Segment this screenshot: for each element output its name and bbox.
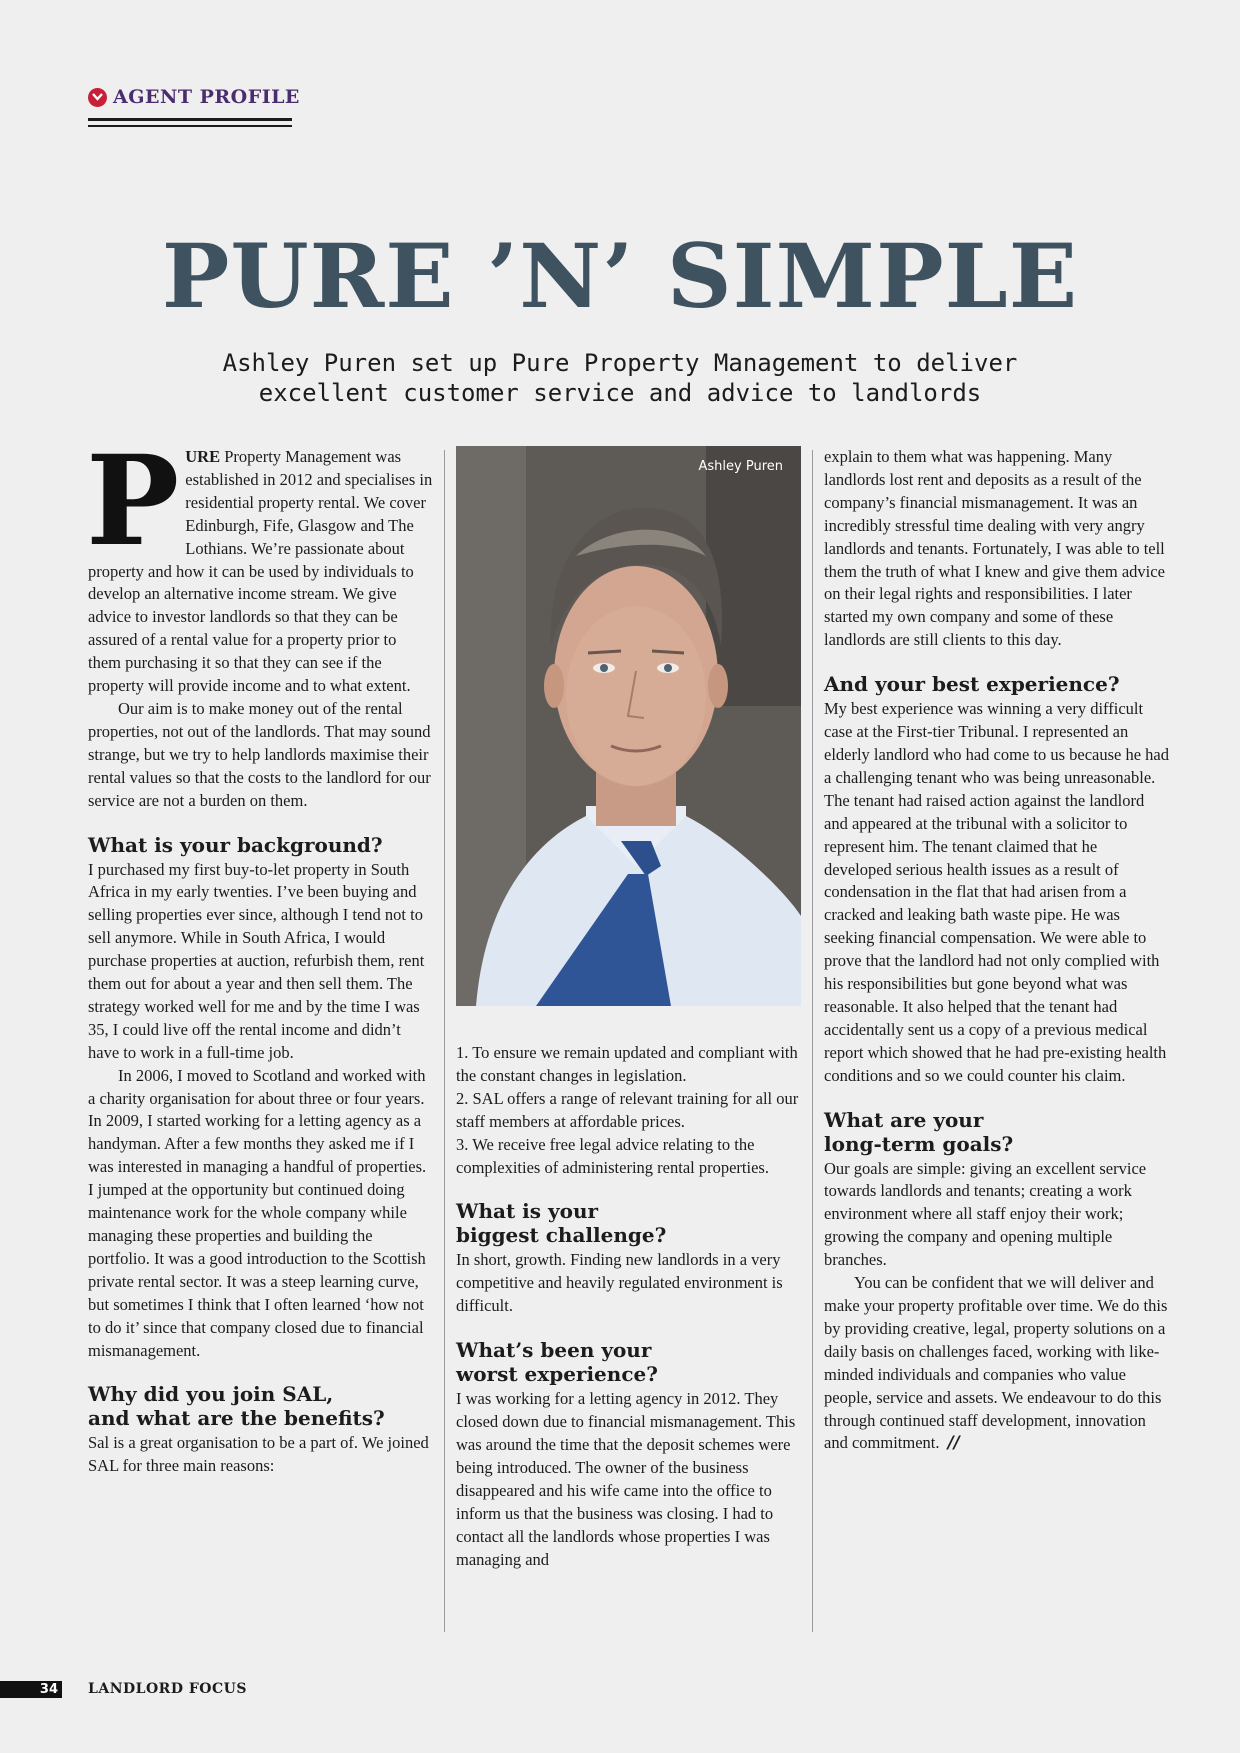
portrait-photo xyxy=(456,446,801,1006)
chevron-circle-icon xyxy=(88,88,107,107)
sal-reason-2: 2. SAL offers a range of relevant training for all our staff members at affordable prices. xyxy=(456,1088,799,1131)
challenge-heading: What is your biggest challenge? xyxy=(456,1199,667,1248)
goals-paragraph-1: Our goals are simple: giving an excellent service towards landlords and tenants; creating a work environment where all staff enjoy their work; growing the company and opening multiple branches. xyxy=(824,1158,1147,1270)
column-2 xyxy=(456,446,801,1571)
worst-paragraph-continued: explain to them what was happening. Many landlords lost rent and deposits as a result of the company’s financial mismanagement. It was an incredibly stressful time dealing with very angry landlords and tenants. Fortunately, I was able to tell them the truth of what I knew and give them advice on their legal rights and responsibilities. I later started my own company and some of these landlords are still clients to this day. xyxy=(824,447,1165,650)
background-paragraph-1: I purchased my first buy-to-let property in South Africa in my early twenties. I’ve been buying and selling properties ever since, although I tend not to sell anymore. While in South Africa, I would purchase properties at auction, refurbish them, rent them out for about a year and then sell them. The strategy worked well for me and by the time I was 35, I could live off the rental income and didn’t have to work in a full-time job. xyxy=(88,859,425,1062)
section-tag xyxy=(88,86,300,108)
goals-heading: What are your long-term goals? xyxy=(824,1107,1014,1156)
intro-text: Property Management was established in 2012 and specialises in residential property rental. We cover Edinburgh, Fife, Glasgow and The Lothians. We’re passionate about property and how it can be used by individuals to develop an alternative income stream. We give advice to investor landlords so that they can be assured of a rental value for a property prior to them purchasing it so that they can see if the property will provide income and to what extent. xyxy=(88,447,433,696)
goals-paragraph-2: You can be confident that we will deliver and make your property profitable over time. We do this by providing creative, legal, property solutions on a daily basis on challenges faced, working with like-minded individuals and companies who value people, service and assets. We endeavour to do this through continued staff development, innovation and commitment. // xyxy=(824,1273,1168,1453)
page-number: 34 xyxy=(0,1681,62,1698)
lead-word: URE xyxy=(185,447,221,466)
column-divider xyxy=(812,450,813,1632)
sal-paragraph: Sal is a great organisation to be a part of. We joined SAL for three main reasons: xyxy=(88,1433,429,1476)
sal-heading: Why did you join SAL, and what are the benefits? xyxy=(88,1382,385,1431)
sal-reason-1: 1. To ensure we remain updated and compliant with the constant changes in legislation. xyxy=(456,1043,798,1085)
column-3 xyxy=(824,446,1169,1455)
worst-paragraph: I was working for a letting agency in 2012. They closed down due to financial mismanagement. This was around the time that the deposit schemes were being introduced. The owner of the business disappeared and his wife came into the office to inform us that the business was closing. I had to contact all the landlords whose properties I was managing and xyxy=(456,1389,796,1569)
article-subtitle: Ashley Puren set up Pure Property Management to deliver excellent customer service and advice to landlords xyxy=(222,349,1018,407)
column-divider xyxy=(444,450,445,1632)
publication-name: LANDLORD FOCUS xyxy=(88,1681,247,1697)
section-tag-label: AGENT PROFILE xyxy=(113,86,300,108)
intro-paragraph-2: Our aim is to make money out of the rental properties, not out of the landlords. That may sound strange, but we try to help landlords maximise their rental values so that the costs to the landlord for our service are not a burden on them. xyxy=(88,698,431,810)
worst-heading: What’s been your worst experience? xyxy=(456,1338,658,1387)
photo-caption: Ashley Puren xyxy=(698,459,783,474)
intro-paragraph xyxy=(86,429,433,698)
challenge-paragraph: In short, growth. Finding new landlords in a very competitive and heavily regulated environment is difficult. xyxy=(456,1250,783,1316)
end-mark: // xyxy=(947,1433,960,1453)
column-1 xyxy=(86,429,433,1478)
background-heading: What is your background? xyxy=(88,832,383,857)
best-paragraph: My best experience was winning a very difficult case at the First-tier Tribunal. I represented an elderly landlord who had come to us because he had a challenging tenant who was being unreasonable. The tenant had raised action against the landlord and appeared at the tribunal with a solicitor to represent him. The tenant claimed that he developed serious health issues as a result of condensation in the flat that had arisen from a cracked and leaking bath waste pipe. He was seeking financial compensation. We were able to prove that the landlord had not only complied with his responsibilities but gone beyond what was reasonable. It also helped that the tenant had accidentally sent us a copy of a previous medical report which showed that he had pre-existing health conditions and so we could counter his claim. xyxy=(824,699,1170,1085)
best-heading: And your best experience? xyxy=(824,672,1120,697)
section-tag-rule xyxy=(88,118,292,127)
sal-reason-3: 3. We receive free legal advice relating to the complexities of administering rental properties. xyxy=(456,1134,769,1177)
article-title: PURE ’N’ SIMPLE xyxy=(161,224,1079,328)
drop-cap: P xyxy=(86,429,180,574)
background-paragraph-2: In 2006, I moved to Scotland and worked with a charity organisation for about three or four years. In 2009, I started working for a letting agency as a handyman. After a few months they asked me if I was interested in managing a handful of properties. I jumped at the opportunity but continued doing maintenance work for the whole company while managing these properties and building the portfolio. It was a good introduction to the Scottish private rental sector. It was a steep learning curve, but sometimes I think that I often learned ‘how not to do it’ since that company closed due to financial mismanagement. xyxy=(88,1065,427,1360)
